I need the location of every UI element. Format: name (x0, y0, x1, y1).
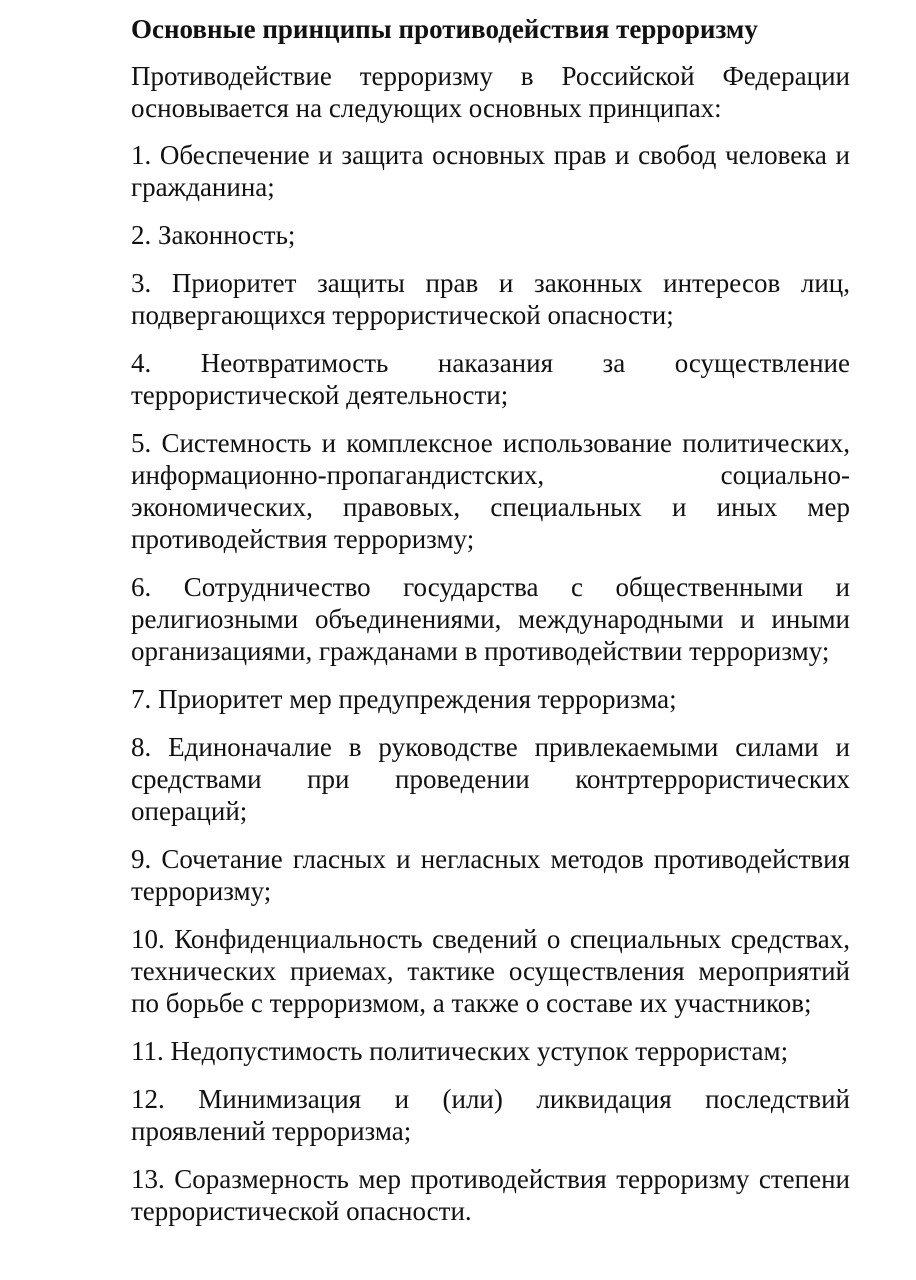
principle-item: 10. Конфиденциальность сведений о специальных средствах, технических приемах, тактике осуществления мероприятий по борьбе с терроризмом, а также о составе их участников; (131, 924, 850, 1018)
principle-item: 1. Обеспечение и защита основных прав и свобод человека и гражданина; (131, 140, 850, 202)
document-title: Основные принципы противодействия терроризму (131, 14, 758, 44)
principle-item: 12. Минимизация и (или) ликвидация последствий проявлений терроризма; (131, 1084, 850, 1146)
principle-item: 9. Сочетание гласных и негласных методов противодействия терроризму; (131, 844, 850, 906)
principle-item: 13. Соразмерность мер противодействия терроризму степени террористической опасности. (131, 1164, 850, 1226)
principle-item: 2. Законность; (131, 220, 296, 250)
principle-item: 11. Недопустимость политических уступок террористам; (131, 1036, 789, 1066)
principle-item: 6. Сотрудничество государства с общественными и религиозными объединениями, международными и иными организациями, гражданами в противодействии терроризму; (131, 572, 850, 666)
document-page (131, 12, 850, 1243)
principle-item: 7. Приоритет мер предупреждения терроризма; (131, 684, 677, 714)
principle-item: 4. Неотвратимость наказания за осуществление террористической деятельности; (131, 348, 850, 410)
principles-list (131, 139, 850, 1227)
principle-item: 3. Приоритет защиты прав и законных интересов лиц, подвергающихся террористической опасности; (131, 268, 850, 330)
intro-paragraph: Противодействие терроризму в Российской Федерации основывается на следующих основных принципах: (131, 61, 850, 123)
principle-item: 5. Системность и комплексное использование политических, информационно-пропагандистских, социально-экономических, правовых, специальных и иных мер противодействия терроризму; (131, 428, 850, 554)
principle-item: 8. Единоначалие в руководстве привлекаемыми силами и средствами при проведении контртеррористических операций; (131, 732, 850, 826)
